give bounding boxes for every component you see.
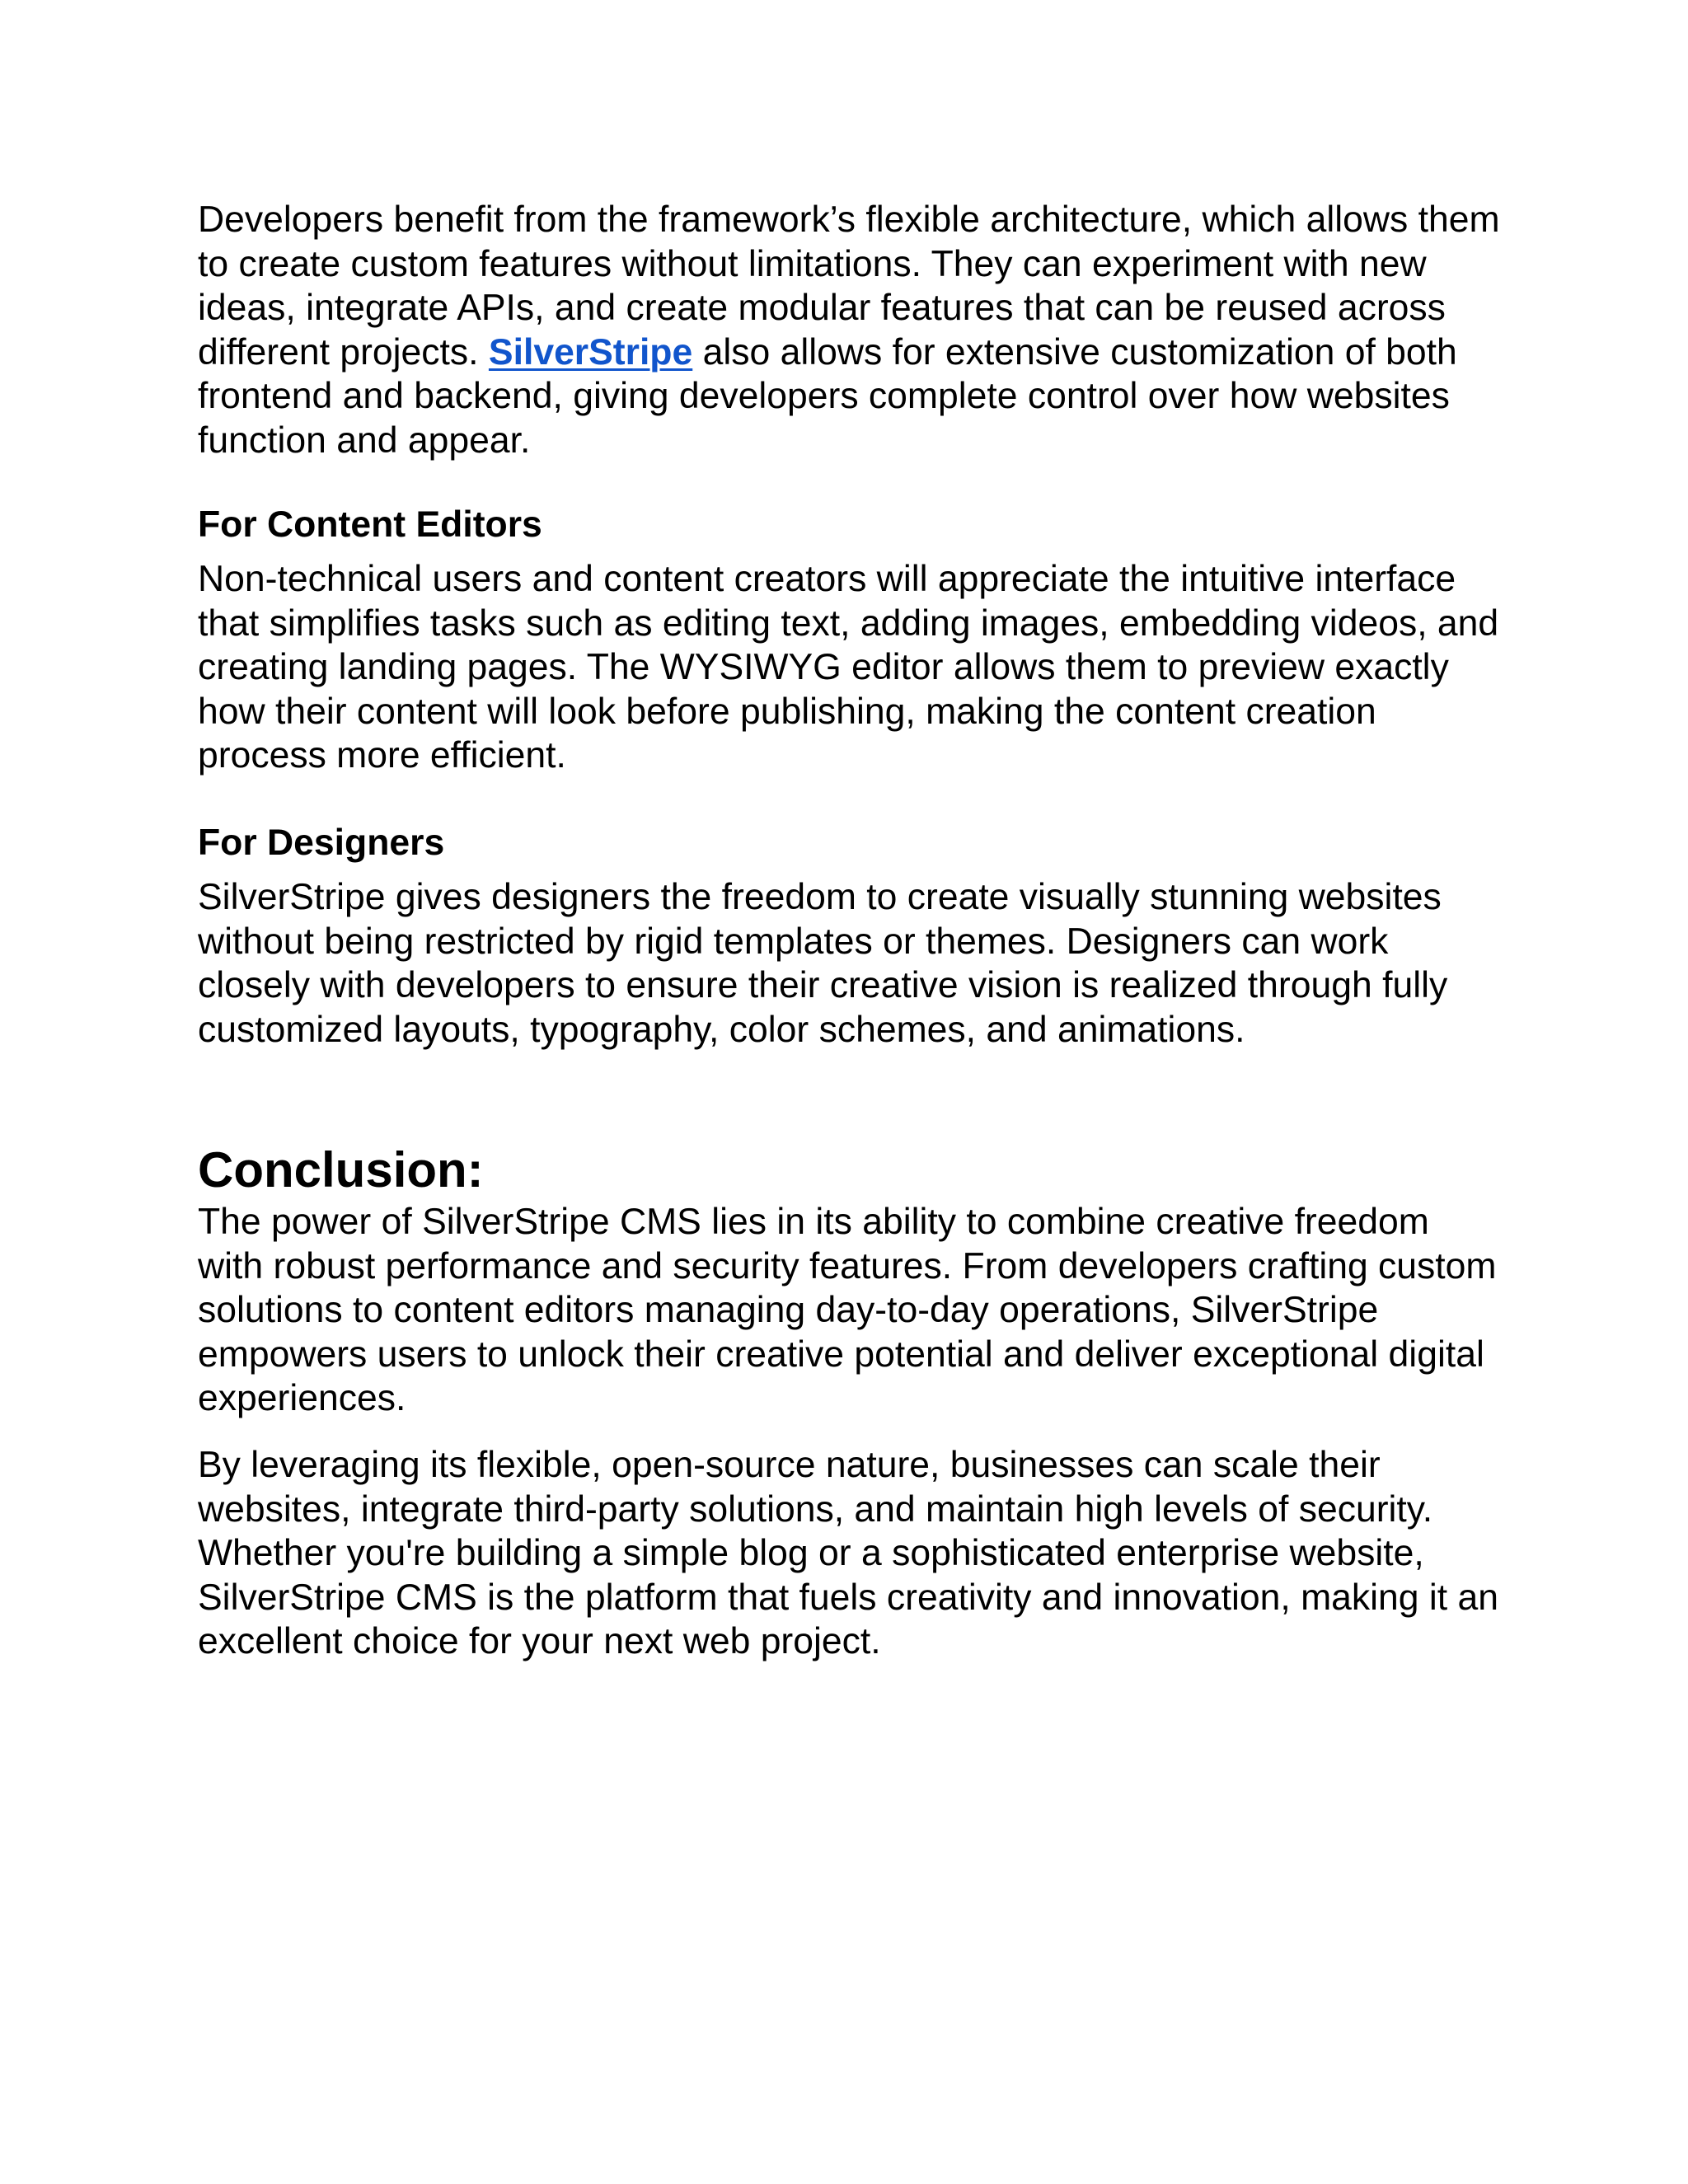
content-editors-paragraph: Non-technical users and content creators will appreciate the intuitive interface that simplifies tasks such as editing text, adding images, embedding videos, and creating landing pages. The WYSIWYG editor allows them to preview exactly how their content will look before publishing, making the content creation process more efficient. xyxy=(198,559,1499,776)
conclusion-paragraph-1: The power of SilverStripe CMS lies in its ability to combine creative freedom with robust performance and security features. From developers crafting custom solutions to content editors managing day-to-day operations, SilverStripe empowers users to unlock their creative potential and deliver exceptional digital experiences. xyxy=(198,1202,1497,1419)
heading-conclusion: Conclusion: xyxy=(198,1142,484,1197)
intro-paragraph xyxy=(198,198,1500,463)
designers-paragraph: SilverStripe gives designers the freedom to create visually stunning websites without being restricted by rigid templates or themes. Designers can work closely with developers to ensure their creative vision is realized through fully customized layouts, typography, color schemes, and animations. xyxy=(198,877,1448,1050)
heading-content-editors: For Content Editors xyxy=(198,504,542,545)
intro-text-before-link: Developers benefit from the framework’s flexible architecture, which allows them to create custom features without limitations. They can experiment with new ideas, integrate APIs, and create modular features that can be reused across different projects. xyxy=(198,199,1500,373)
conclusion-paragraph-2: By leveraging its flexible, open-source nature, businesses can scale their websites, integrate third-party solutions, and maintain high levels of security. Whether you're building a simple blog or a sophisticated enterprise website, SilverStripe CMS is the platform that fuels creativity and innovation, making it an excellent choice for your next web project. xyxy=(198,1445,1498,1662)
intro-text-after-link: also allows for extensive customization of both frontend and backend, giving developers complete control over how websites function and appear. xyxy=(198,331,1457,461)
silverstripe-link[interactable]: SilverStripe xyxy=(488,331,693,373)
heading-designers: For Designers xyxy=(198,823,445,863)
